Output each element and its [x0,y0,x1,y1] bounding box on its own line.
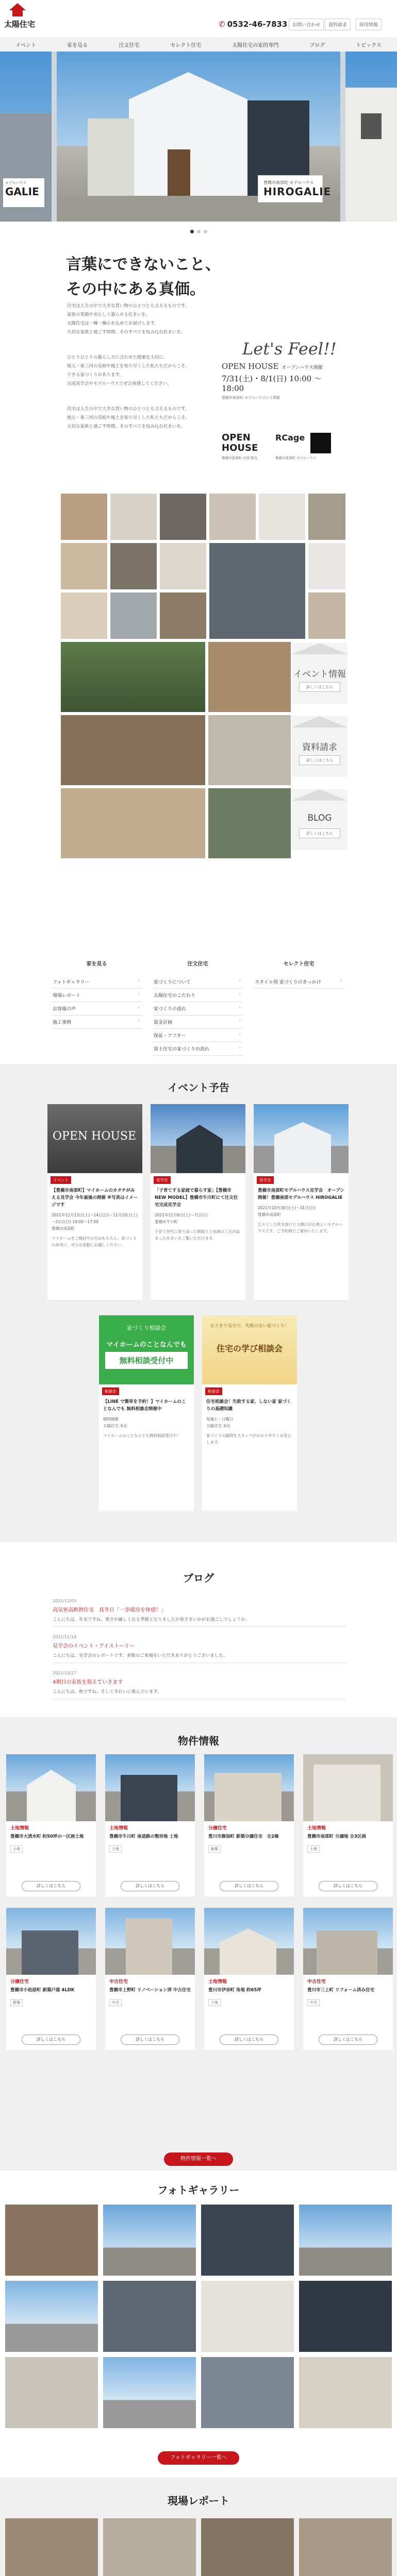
property-section [0,1717,397,2171]
open-house-info: Let's Feel!! OPEN HOUSE オープンハウス開催 7/31(土)・8/1(日) 10:00 ～ 18:00 豊橋市南部町 モデルハウスにて開催 [222,339,337,400]
property-more-button[interactable]: 詳しくはこちら [121,1881,179,1891]
event-card[interactable]: なりきり気分で、失敗のない家づくり！ 住宅の学び相談会 相談会 住宅相談会！失敗する家、しない家 家づくりの基礎知識 毎週土・日曜日 太陽住宅 本社 家づくりの疑問をスタッフがわかりやすくお答えします。 [202,1315,297,1511]
event-card[interactable]: 見学会 豊橋市南部町モデルハウス見学会 オープン開催！豊橋南部モデルハウス HIROGALIE 2021年10月30日(土)～31日(日) 豊橋市南部町 広々とした吹き抜けと大開口が心地よいモデルハウスです。ご予約制でご案内いたします。 [254,1104,349,1300]
sitemap-column: セレクト住宅 スタイル別 家づくりのきっかけ › [254,959,344,989]
property-more-button[interactable]: 詳しくはこちら [220,2035,278,2045]
property-card[interactable]: 土地情報 豊橋市南部町 分譲地 全3区画 土地 詳しくはこちら [303,1754,393,1896]
hero-plaque: 豊橋市南部町 モデルハウス HIROGALIE [258,175,323,202]
sitemap-link[interactable]: 富士住宅の家づくりの流れ › [153,1042,243,1056]
gallery-photo[interactable] [5,2205,98,2276]
nav-item[interactable]: 太陽住宅の家的専門 [232,42,279,48]
phone-number[interactable]: ✆ 0532-46-7833 [219,20,288,29]
site-header [0,0,397,37]
slider-dots[interactable] [0,226,397,235]
property-card[interactable]: 分譲住宅 豊橋市小松原町 新築戸建 4LDK 新築 詳しくはこちら [6,1908,96,2050]
property-more-button[interactable]: 詳しくはこちら [220,1881,278,1891]
sitemap-link[interactable]: 施工事例 › [52,1015,142,1029]
gallery-photo[interactable] [5,2281,98,2352]
photo-gallery-title: フォトギャラリー [157,2184,240,2196]
sitemap-link[interactable]: フォトギャラリー › [52,975,142,989]
property-list-button[interactable]: 物件情報一覧へ [164,2153,233,2166]
blog-post[interactable]: 2021/12/03 高気密高断熱住宅 真冬日「一条暖房を体感！」 こんにちは、年末ですね。寒さが厳しくなる季節となりましたが皆さまいかがお過ごしでしょうか。 [53,1599,346,1627]
property-more-button[interactable]: 詳しくはこちら [22,1881,80,1891]
gallery-photo[interactable] [103,2357,196,2428]
left-sign-small: モデルハウス [5,181,26,185]
property-card[interactable]: 土地情報 豊橋市大清水町 約50坪の一区画土地 土地 詳しくはこちら [6,1754,96,1896]
sitemap-link[interactable]: 資金計画 › [153,1015,243,1029]
hero-slide-main [57,52,340,222]
property-card[interactable]: 土地情報 豊橋市牛川町 南道路の整形地 土地 土地 詳しくはこちら [105,1754,195,1896]
nav-item[interactable]: 注文住宅 [119,42,140,48]
site-report-section [0,2477,397,2576]
blog-section [0,1542,397,1717]
report-photo[interactable] [103,2518,196,2576]
site-logo[interactable] [4,3,37,32]
property-card[interactable]: 中古住宅 豊川市三上町 リフォーム済み住宅 中古 詳しくはこちら [303,1908,393,2050]
intro-text-2: ひとりひとりの暮らし方に合わせた提案を大切に、 地元・東三河の気候や風土を知り尽くした私たちだからこそ、 できる家づくりがあります。 完成見学会やモデルハウスでぜひ体感してください。 [67,355,190,386]
gallery-photo[interactable] [201,2281,294,2352]
gallery-photo[interactable] [5,2357,98,2428]
catalog-request-button[interactable]: 資料請求 詳しくはこちら [292,716,348,777]
property-more-button[interactable]: 詳しくはこちら [121,2035,179,2045]
left-sign-big: GALIE [5,185,39,198]
gallery-photo[interactable] [201,2357,294,2428]
sitemap-link[interactable]: 現場レポート › [52,989,142,1002]
hero-slide-right [345,52,397,222]
property-card[interactable]: 土地情報 豊川市伊奈町 角地 約65坪 土地 詳しくはこちら [204,1908,294,2050]
events-section [0,1064,397,1542]
intro-text: 住宅は人生の中で大きな買い物のひとつとも言えるものです。 家族の笑顔や安心して暮らせる住まいを、 太陽住宅は一棟一棟心を込めてお届けします。 大切な家族と過ごす時間、そのすべてを包み込む住まいを。 [67,303,190,335]
nav-item[interactable]: イベント [15,42,37,48]
report-photo[interactable] [201,2518,294,2576]
sitemap-column: 注文住宅 家づくりについて › 太陽住宅のこだわり › 家づくりの流れ › 資金計画 › 保証・アフター › 富士住宅の家づくりの流れ › [153,959,243,1056]
nav-item[interactable]: セレクト住宅 [170,42,202,48]
sitemap-link[interactable]: 家づくりについて › [153,975,243,989]
property-card[interactable]: 分譲住宅 豊川市御油町 新築分譲住宅 全2棟 新築 詳しくはこちら [204,1754,294,1896]
photo-gallery-section [0,2171,397,2477]
phone-icon: ✆ [219,20,225,29]
report-photo[interactable] [299,2518,392,2576]
logo-text: 太陽住宅 [4,20,36,29]
property-title: 物件情報 [178,1735,219,1747]
sitemap-column: 家を見る フォトギャラリー › 現場レポート › お客様の声 › 施工事例 › [52,959,142,1029]
event-info-button[interactable]: イベント情報 詳しくはこちら [292,643,348,704]
gallery-photo[interactable] [299,2205,392,2276]
main-headline: 言葉にできないこと、 その中にある真価。 [66,256,221,298]
site-report-title: 現場レポート [168,2495,229,2507]
photo-gallery-list-button[interactable]: フォトギャラリー一覧へ [158,2451,239,2465]
sitemap-link[interactable]: スタイル別 家づくりのきっかけ › [254,975,344,989]
property-more-button[interactable]: 詳しくはこちら [319,2035,377,2045]
nav-item[interactable]: 家を見る [67,42,88,48]
gallery-photo[interactable] [103,2281,196,2352]
nav-item[interactable]: トピックス [356,42,382,48]
header-link-recruit[interactable]: 採用情報 [356,19,382,30]
event-card[interactable]: OPEN HOUSE イベント 【豊橋市南部町】マイホームのカタチがみえる見学会 今年最後の開催 ※写真はイメージです 2021年11月13日(土)～14日(日)・11月20日(土)～21日(日) 10:00～17:00 豊橋市南部町 マイホームをご検討中の方はもちろん、家づくりの参考に、ぜひお気軽にお越しください。 [47,1104,142,1300]
hero-slide-left [0,52,52,222]
intro-text-3: 住宅は人生の中で大きな買い物のひとつとも言えるものです。 地元・東三河の気候や風土を知り尽くした私たちだからこそ、 大切な家族と過ごす時間、そのすべてを包み込む住まいを。 [67,406,190,429]
header-link-contact[interactable]: お問い合わせ [289,19,324,30]
event-card[interactable]: 見学会 「子育てする家庭で暮らす家」【豊橋市 NEW MODEL】豊橋市牛川町にて注文住宅完成見学会 2021年11月6日(土)～7日(日) 豊橋市牛川町 子育て世代に寄り添った間取りと収納の工夫が詰まった住まいをご覧いただけます。 [151,1104,245,1300]
sitemap-link[interactable]: お客様の声 › [52,1002,142,1015]
report-photo[interactable] [5,2518,98,2576]
property-card[interactable]: 中古住宅 豊橋市上野町 リノベーション済 中古住宅 中古 詳しくはこちら [105,1908,195,2050]
blog-button[interactable]: BLOG 詳しくはこちら [292,789,348,850]
event-card[interactable]: 家づくり相談会 マイホームのことなんでも 無料相談受付中 相談会 【LINE で簡単を予約！】マイホームのことなんでも 無料相談会開催中 随時開催 太陽住宅 本社 マイホームのことなんでも無料相談受付中！ [99,1315,194,1511]
property-more-button[interactable]: 詳しくはこちら [319,1881,377,1891]
hero-slider[interactable] [0,52,397,222]
events-title: イベント予告 [168,1081,229,1094]
blog-post[interactable]: 2021/11/19 見学会のイベント・アイストーリー こんにちは。見学会のレポートです。多数のご来場をいただきありがとうございました。 [53,1635,346,1663]
sitemap-link[interactable]: 太陽住宅のこだわり › [153,989,243,1002]
header-link-catalog[interactable]: 資料請求 [325,19,351,30]
blog-title: ブログ [183,1572,214,1584]
gallery-photo[interactable] [299,2281,392,2352]
gallery-photo[interactable] [103,2205,196,2276]
gallery-photo[interactable] [201,2205,294,2276]
sitemap-link[interactable]: 家づくりの流れ › [153,1002,243,1015]
blog-post[interactable]: 2021/10/27 4期目の家族を迎えていきます こんにちは、秋ですね。そしてきれいに進んでいます。 [53,1671,346,1699]
property-more-button[interactable]: 詳しくはこちら [22,2035,80,2045]
sitemap-link[interactable]: 保証・アフター › [153,1029,243,1042]
nav-item[interactable]: ブログ [309,42,325,48]
global-nav [0,37,397,52]
gallery-photo[interactable] [299,2357,392,2428]
sitemap-links [0,953,397,1061]
